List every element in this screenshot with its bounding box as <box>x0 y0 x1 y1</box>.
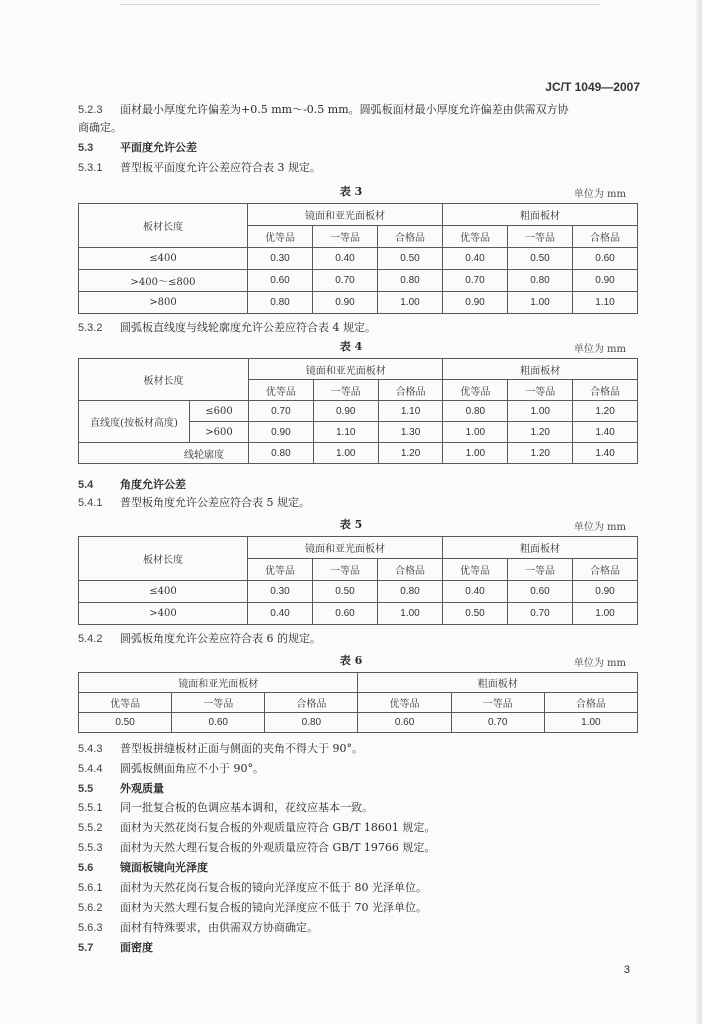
cell: 0.50 <box>79 713 172 733</box>
clause-number: 5.5 <box>78 783 94 795</box>
table-6-caption: 表 6 <box>339 654 363 667</box>
header-grade-1: 优等品 <box>443 380 508 401</box>
header-grade-2: 一等品 <box>313 559 378 581</box>
clause-text: 面材为天然大理石复合板的镜向光泽度应不低于 70 光泽单位。 <box>120 901 427 914</box>
heading-5-5 <box>78 782 164 796</box>
clause-number: 5.4 <box>78 479 94 491</box>
cell: 0.70 <box>249 401 314 422</box>
header-rough: 粗面板材 <box>358 673 638 693</box>
row-sublabel: ≤600 <box>190 401 249 422</box>
header-rough: 粗面板材 <box>443 359 638 380</box>
table-row <box>79 270 638 292</box>
header-rough: 粗面板材 <box>443 537 638 559</box>
clause-number: 5.4.1 <box>78 497 103 509</box>
cell: 1.00 <box>573 603 638 625</box>
para-5-4-3 <box>78 742 363 756</box>
header-length: 板材长度 <box>79 359 249 401</box>
header-grade-1: 优等品 <box>248 559 313 581</box>
header-grade-1: 优等品 <box>443 226 508 248</box>
para-5-5-2 <box>78 821 435 835</box>
table-6-unit: 单位为 mm <box>573 658 626 669</box>
header-grade-2: 一等品 <box>508 380 573 401</box>
cell: 1.00 <box>378 292 443 314</box>
header-grade-3: 合格品 <box>378 559 443 581</box>
cell: 0.80 <box>249 443 314 464</box>
header-grade-2: 一等品 <box>508 559 573 581</box>
table-row <box>79 248 638 270</box>
table-4-caption: 表 4 <box>339 340 363 353</box>
clause-number: 5.2.3 <box>78 104 103 116</box>
cell: 1.20 <box>378 443 443 464</box>
header-mirror: 镜面和亚光面板材 <box>248 537 443 559</box>
cell: 1.00 <box>443 422 508 443</box>
table-row <box>79 292 638 314</box>
cell: 0.80 <box>265 713 358 733</box>
clause-number: 5.6.2 <box>78 902 103 914</box>
clause-text: 圆弧板直线度与线轮廓度允许公差应符合表 4 规定。 <box>120 321 376 334</box>
row-label: ≤400 <box>79 248 248 270</box>
clause-number: 5.5.1 <box>78 802 103 814</box>
table-row <box>79 713 638 733</box>
cell: 0.70 <box>508 603 573 625</box>
table-row <box>79 443 638 464</box>
clause-number: 5.7 <box>78 942 94 954</box>
table-6 <box>78 672 638 733</box>
table-3-unit: 单位为 mm <box>573 189 626 200</box>
cell: 0.90 <box>313 401 378 422</box>
header-grade-1: 优等品 <box>249 380 314 401</box>
clause-number: 5.3.1 <box>78 162 103 174</box>
table-row <box>79 401 638 422</box>
para-5-4-4 <box>78 762 264 776</box>
header-grade-2: 一等品 <box>313 226 378 248</box>
heading-text: 角度允许公差 <box>120 478 186 491</box>
header-grade-2: 一等品 <box>172 693 265 713</box>
header-grade-3: 合格品 <box>378 380 443 401</box>
row-label: >400 <box>79 603 248 625</box>
cell: 0.40 <box>248 603 313 625</box>
table-row <box>79 603 638 625</box>
cell: 0.90 <box>573 581 638 603</box>
cell: 1.30 <box>378 422 443 443</box>
cell: 0.50 <box>378 248 443 270</box>
clause-text: 面材有特殊要求，由供需双方协商确定。 <box>120 921 318 934</box>
heading-5-7 <box>78 941 153 955</box>
clause-number: 5.4.3 <box>78 743 103 755</box>
heading-text: 面密度 <box>120 941 153 954</box>
para-5-4-2 <box>78 632 321 646</box>
row-sublabel: >600 <box>190 422 249 443</box>
clause-number: 5.4.4 <box>78 763 103 775</box>
cell: 1.40 <box>573 422 638 443</box>
header-grade-3: 合格品 <box>573 559 638 581</box>
clause-text: 面材为天然大理石复合板的外观质量应符合 GB/T 19766 规定。 <box>120 841 436 854</box>
cell: 1.00 <box>313 443 378 464</box>
clause-number: 5.5.3 <box>78 842 103 854</box>
para-5-5-1 <box>78 801 373 815</box>
para-5-4-1 <box>78 496 310 510</box>
table-4 <box>78 358 638 464</box>
header-grade-2: 一等品 <box>508 226 573 248</box>
header-grade-3: 合格品 <box>573 226 638 248</box>
heading-text: 镜面板镜向光泽度 <box>120 861 208 874</box>
heading-5-4 <box>78 478 186 492</box>
header-grade-2: 一等品 <box>451 693 544 713</box>
cell: 0.70 <box>451 713 544 733</box>
cell: 0.30 <box>248 581 313 603</box>
cell: 0.90 <box>249 422 314 443</box>
cell: 0.80 <box>443 401 508 422</box>
heading-5-6 <box>78 861 208 875</box>
cell: 1.20 <box>508 422 573 443</box>
table-5-unit: 单位为 mm <box>573 522 626 533</box>
cell: 0.90 <box>313 292 378 314</box>
scan-right-edge <box>696 0 702 1024</box>
page-number: 3 <box>623 964 630 976</box>
row-label: >800 <box>79 292 248 314</box>
heading-text: 外观质量 <box>120 782 164 795</box>
cell: 0.80 <box>508 270 573 292</box>
header-mirror: 镜面和亚光面板材 <box>249 359 443 380</box>
table-3 <box>78 203 638 314</box>
cell: 1.10 <box>378 401 443 422</box>
para-5-5-3 <box>78 841 435 855</box>
cell: 0.60 <box>358 713 451 733</box>
cell: 0.70 <box>443 270 508 292</box>
clause-number: 5.3.2 <box>78 322 103 334</box>
header-mirror: 镜面和亚光面板材 <box>248 204 443 226</box>
cell: 0.40 <box>443 248 508 270</box>
cell: 0.40 <box>443 581 508 603</box>
header-rough: 粗面板材 <box>443 204 638 226</box>
cell: 1.10 <box>573 292 638 314</box>
clause-text: 普型板平面度允许公差应符合表 3 规定。 <box>120 161 321 174</box>
heading-5-3 <box>78 141 197 155</box>
header-grade-1: 优等品 <box>79 693 172 713</box>
para-5-6-1 <box>78 881 427 895</box>
clause-number: 5.6 <box>78 862 94 874</box>
header-grade-3: 合格品 <box>573 380 638 401</box>
header-grade-3: 合格品 <box>265 693 358 713</box>
cell: 0.80 <box>378 270 443 292</box>
table-3-caption: 表 3 <box>339 185 363 198</box>
para-5-6-3 <box>78 921 318 935</box>
cell: 0.60 <box>508 581 573 603</box>
cell: 1.00 <box>378 603 443 625</box>
cell: 1.00 <box>508 401 573 422</box>
table-5 <box>78 536 638 625</box>
clause-text: 圆弧板角度允许公差应符合表 6 的规定。 <box>120 632 321 645</box>
cell: 1.40 <box>573 443 638 464</box>
table-5-caption: 表 5 <box>339 518 363 531</box>
clause-text: 同一批复合板的色调应基本调和，花纹应基本一致。 <box>120 801 373 814</box>
clause-text: 面材为天然花岗石复合板的镜向光泽度应不低于 80 光泽单位。 <box>120 881 427 894</box>
clause-text: 面材最小厚度允许偏差为+0.5 mm～-0.5 mm。圆弧板面材最小厚度允许偏差由供需双方协 <box>120 103 569 116</box>
header-length: 板材长度 <box>79 537 248 581</box>
cell: 0.70 <box>313 270 378 292</box>
row-label-straightness: 直线度(按板材高度) <box>79 401 190 443</box>
clause-text: 普型板拼缝板材正面与侧面的夹角不得大于 90°。 <box>120 742 363 755</box>
para-5-2-3 <box>78 103 569 117</box>
clause-number: 5.4.2 <box>78 633 103 645</box>
para-5-3-2 <box>78 321 376 335</box>
table-4-unit: 单位为 mm <box>573 344 626 355</box>
cell: 0.80 <box>378 581 443 603</box>
cell: 1.20 <box>508 443 573 464</box>
row-label: ≤400 <box>79 581 248 603</box>
cell: 0.50 <box>313 581 378 603</box>
cell: 1.00 <box>544 713 637 733</box>
clause-text: 商确定。 <box>78 121 122 134</box>
table-row <box>79 581 638 603</box>
para-5-2-3-cont <box>78 121 122 135</box>
cell: 0.60 <box>172 713 265 733</box>
cell: 0.90 <box>443 292 508 314</box>
cell: 0.40 <box>313 248 378 270</box>
header-grade-3: 合格品 <box>378 226 443 248</box>
header-mirror: 镜面和亚光面板材 <box>79 673 358 693</box>
clause-number: 5.3 <box>78 142 94 154</box>
cell: 1.00 <box>508 292 573 314</box>
standard-number: JC/T 1049—2007 <box>545 80 640 94</box>
row-label-contour: 线轮廓度 <box>79 443 249 464</box>
cell: 0.90 <box>573 270 638 292</box>
cell: 0.50 <box>443 603 508 625</box>
clause-text: 面材为天然花岗石复合板的外观质量应符合 GB/T 18601 规定。 <box>120 821 436 834</box>
cell: 0.80 <box>248 292 313 314</box>
clause-number: 5.5.2 <box>78 822 103 834</box>
clause-number: 5.6.3 <box>78 922 103 934</box>
row-label: >400～≤800 <box>79 270 248 292</box>
header-grade-1: 优等品 <box>358 693 451 713</box>
para-5-6-2 <box>78 901 427 915</box>
cell: 1.20 <box>573 401 638 422</box>
para-5-3-1 <box>78 161 321 175</box>
heading-text: 平面度允许公差 <box>120 141 197 154</box>
cell: 0.50 <box>508 248 573 270</box>
header-grade-3: 合格品 <box>544 693 637 713</box>
clause-number: 5.6.1 <box>78 882 103 894</box>
cell: 0.60 <box>573 248 638 270</box>
cell: 0.60 <box>313 603 378 625</box>
header-grade-1: 优等品 <box>248 226 313 248</box>
cell: 0.30 <box>248 248 313 270</box>
cell: 1.10 <box>313 422 378 443</box>
header-grade-1: 优等品 <box>443 559 508 581</box>
header-length: 板材长度 <box>79 204 248 248</box>
cell: 0.60 <box>248 270 313 292</box>
cell: 1.00 <box>443 443 508 464</box>
clause-text: 普型板角度允许公差应符合表 5 规定。 <box>120 496 310 509</box>
header-grade-2: 一等品 <box>313 380 378 401</box>
scan-top-line <box>120 4 600 5</box>
clause-text: 圆弧板侧面角应不小于 90°。 <box>120 762 264 775</box>
